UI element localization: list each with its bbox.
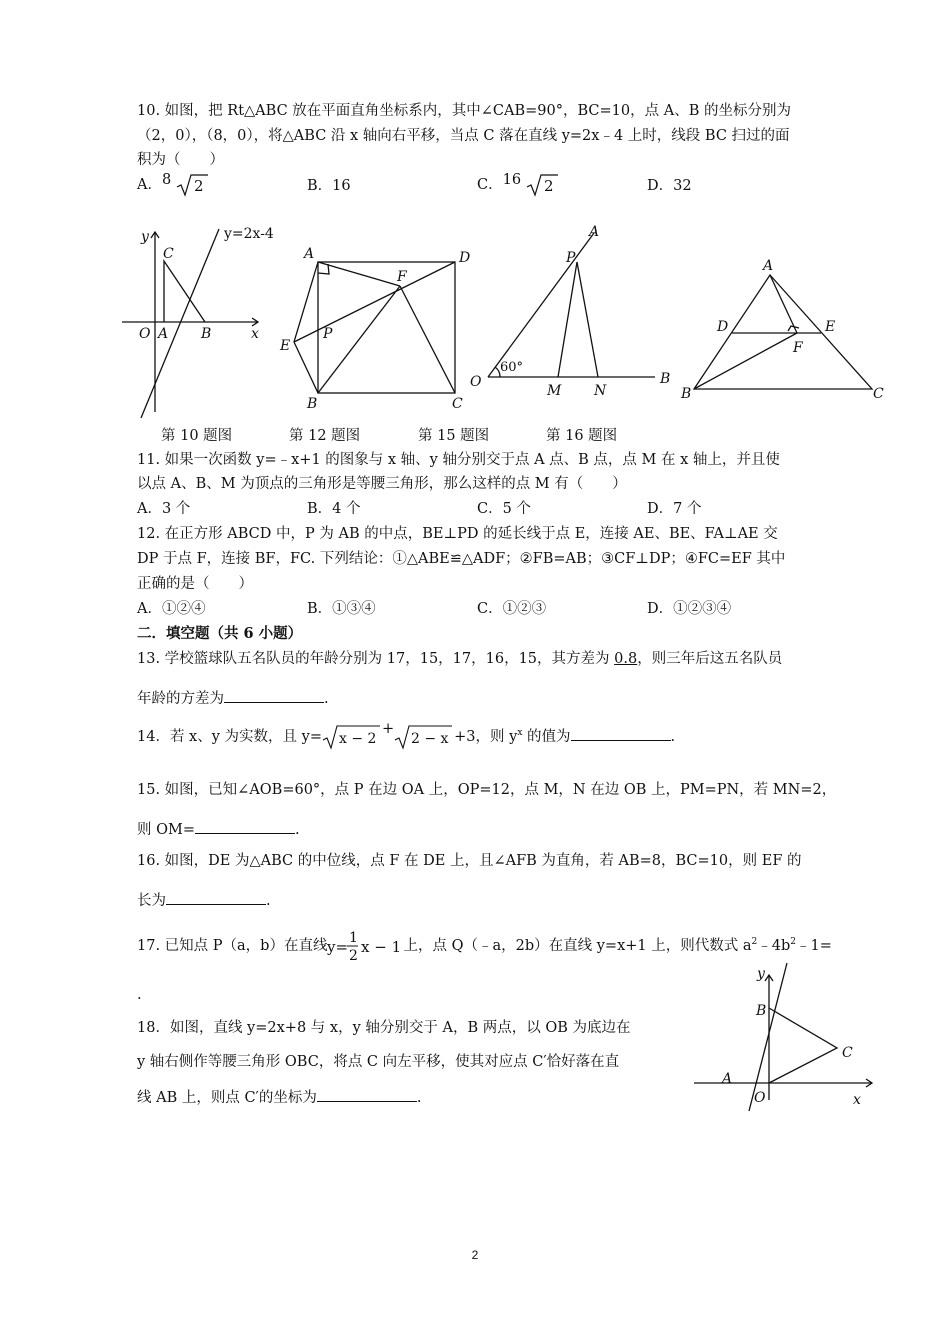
right-angle-mark <box>318 264 329 274</box>
fig12-f-label: F <box>397 269 407 285</box>
page-number: 2 <box>471 1248 479 1262</box>
line-ae-eb <box>294 262 318 393</box>
fig12-p-label: P <box>323 326 333 342</box>
figures-row <box>0 210 950 420</box>
answer-blank[interactable] <box>195 818 295 834</box>
eq-y: y= <box>327 937 349 956</box>
q10-option-d: D．32 <box>647 178 692 194</box>
q10-option-a: A．8 2 <box>137 173 210 197</box>
q11-option-c: C．5 个 <box>477 501 531 517</box>
fig10-line-label: y=2x-4 <box>224 226 274 242</box>
fig10-y-label: y <box>141 229 149 245</box>
fig10-x-label: x <box>251 326 259 342</box>
segment-pm <box>558 262 577 377</box>
option-a-radicand: 2 <box>193 177 204 195</box>
q14-line: 14．若 x、y 为实数，且 y= x − 2 + 2 − x +3，则 $y^x$ 的值为 . <box>137 720 675 750</box>
line-y-2x-4 <box>141 229 219 418</box>
q12-option-d: D．①②③④ <box>647 601 732 617</box>
q18-line1: 18．如图，直线 y=2x+8 与 x，y 轴分别交于 A，B 两点，以 OB 为底边在 <box>137 1020 631 1036</box>
eq-denominator: 2 <box>349 947 359 964</box>
q10-line1: 10. 如图，把 Rt△ABC 放在平面直角坐标系内，其中∠CAB=90°，BC=10，点 A、B 的坐标分别为 <box>137 103 791 119</box>
fig18-a-label: A <box>722 1071 733 1087</box>
fig16-d-label: D <box>717 319 729 335</box>
fig16-a-label: A <box>763 258 774 274</box>
q17-line: 17. 已知点 P（a，b）在直线 y= 1 2 x − 1 上，点 Q（﹣a，2b）在直线 y=x+1 上，则代数式 $a^2﹣4b^2﹣1=$ <box>137 929 832 964</box>
fig16-e-label: E <box>825 319 836 335</box>
fig16-b-label: B <box>681 386 692 402</box>
fig15-m-label: M <box>547 383 562 399</box>
triangle-obc <box>769 1008 837 1083</box>
answer-blank[interactable] <box>166 889 266 905</box>
answer-blank[interactable] <box>571 725 671 741</box>
fig12-d-label: D <box>459 250 471 266</box>
segment-af <box>770 275 797 333</box>
fig18-x-label: x <box>853 1092 861 1108</box>
caption-fig15: 第 15 题图 <box>418 428 490 444</box>
sqrt-symbol <box>394 724 454 750</box>
answer-blank[interactable] <box>317 1086 417 1102</box>
fig18-b-label: B <box>756 1003 767 1019</box>
q14-radicand-2: 2 − x <box>411 730 449 747</box>
fig12-c-label: C <box>452 396 463 412</box>
q12-line3: 正确的是（ ） <box>137 576 253 592</box>
q17-end-dot: . <box>137 987 142 1003</box>
eq-rest: x − 1 <box>361 937 402 956</box>
fig10-b-label: B <box>201 326 212 342</box>
q10-line3: 积为（ ） <box>137 152 224 168</box>
line-af <box>318 262 400 286</box>
q10-line2: （2，0），（8，0），将△ABC 沿 x 轴向右平移，当点 C 落在直线 y=2x﹣4 上时，线段 BC 扫过的面 <box>137 128 790 144</box>
figure-18 <box>690 962 880 1117</box>
fig15-o-label: O <box>470 374 482 390</box>
q13-line1: 13. 学校篮球队五名队员的年龄分别为 17，15，17，16，15，其方差为 0.8，则三年后这五名队员 <box>137 651 783 667</box>
q16-line2: 长为 . <box>137 889 271 911</box>
fig10-a-label: A <box>158 326 169 342</box>
line-ab <box>749 963 787 1111</box>
variance-value: 0.8 <box>614 651 638 667</box>
fig16-c-label: C <box>873 386 884 402</box>
segment-pn <box>577 262 598 377</box>
q11-option-b: B．4 个 <box>307 501 361 517</box>
fig15-n-label: N <box>594 383 607 399</box>
fig18-y-label: y <box>757 966 765 982</box>
q18-line3: 线 AB 上，则点 C′的坐标为 . <box>137 1086 421 1108</box>
q11-option-a: A．3 个 <box>137 501 191 517</box>
fig16-f-label: F <box>793 340 803 356</box>
ray-oa <box>488 233 594 377</box>
sqrt-symbol <box>526 173 560 197</box>
fig15-a-label: A <box>589 224 600 240</box>
q10-option-b: B．16 <box>307 178 351 194</box>
segment-bf <box>694 333 797 389</box>
q15-line1: 15. 如图，已知∠AOB=60°，点 P 在边 OA 上，OP=12，点 M，N 在边 OB 上，PM=PN，若 MN=2， <box>137 782 837 798</box>
section-2-heading: 二．填空题（共 6 小题） <box>137 625 303 642</box>
figure-10 <box>122 229 258 418</box>
fig10-o-label: O <box>139 326 151 342</box>
fig15-b-label: B <box>660 371 671 387</box>
fraction-equation <box>327 928 403 964</box>
fig12-b-label: B <box>307 396 318 412</box>
q12-option-b: B．①③④ <box>307 601 376 617</box>
q13-line2: 年龄的方差为 . <box>137 687 329 709</box>
q18-line2: y 轴右侧作等腰三角形 OBC，将点 C 向左平移，使其对应点 C′恰好落在直 <box>137 1054 620 1070</box>
fig10-c-label: C <box>163 246 174 262</box>
q11-line2: 以点 A、B、M 为顶点的三角形是等腰三角形，那么这样的点 M 有（ ） <box>137 476 627 492</box>
right-angle-mark <box>788 326 799 331</box>
q11-option-d: D．7 个 <box>647 501 702 517</box>
answer-blank[interactable] <box>224 687 324 703</box>
q16-line1: 16. 如图，DE 为△ABC 的中位线，点 F 在 DE 上，且∠AFB 为直角，若 AB=8，BC=10，则 EF 的 <box>137 853 802 869</box>
sqrt-symbol <box>322 724 382 750</box>
caption-fig12: 第 12 题图 <box>289 428 361 444</box>
fig12-a-label: A <box>304 246 315 262</box>
q12-line2: DP 于点 F，连接 BF，FC. 下列结论：①△ABE≌△ADF；②FB=AB；③CF⊥DP；④FC=EF 其中 <box>137 551 786 567</box>
figure-12 <box>294 262 455 393</box>
fig15-angle-label: 60° <box>500 360 524 375</box>
option-c-radicand: 2 <box>543 177 554 195</box>
fig12-e-label: E <box>280 338 291 354</box>
fig18-c-label: C <box>842 1045 853 1061</box>
q14-radicand-1: x − 2 <box>339 730 377 747</box>
q15-line2: 则 OM= . <box>137 818 300 840</box>
q12-option-c: C．①②③ <box>477 601 547 617</box>
option-c-coef: 16 <box>502 172 522 188</box>
eq-numerator: 1 <box>349 929 359 946</box>
line-cf <box>400 286 455 393</box>
fig18-o-label: O <box>754 1090 766 1106</box>
sqrt-symbol <box>176 173 210 197</box>
option-a-coef: 8 <box>161 172 172 188</box>
q12-line1: 12. 在正方形 ABCD 中，P 为 AB 的中点，BE⊥PD 的延长线于点 E，连接 AE、BE、FA⊥AE 交 <box>137 526 778 542</box>
q12-option-a: A．①②④ <box>137 601 206 617</box>
q11-line1: 11. 如果一次函数 y=﹣x+1 的图象与 x 轴、y 轴分别交于点 A 点、B 点，点 M 在 x 轴上，并且使 <box>137 452 780 468</box>
caption-fig10: 第 10 题图 <box>161 428 233 444</box>
fig15-p-label: P <box>566 250 576 266</box>
q10-option-c: C．16 2 <box>477 173 560 197</box>
caption-fig16: 第 16 题图 <box>546 428 618 444</box>
